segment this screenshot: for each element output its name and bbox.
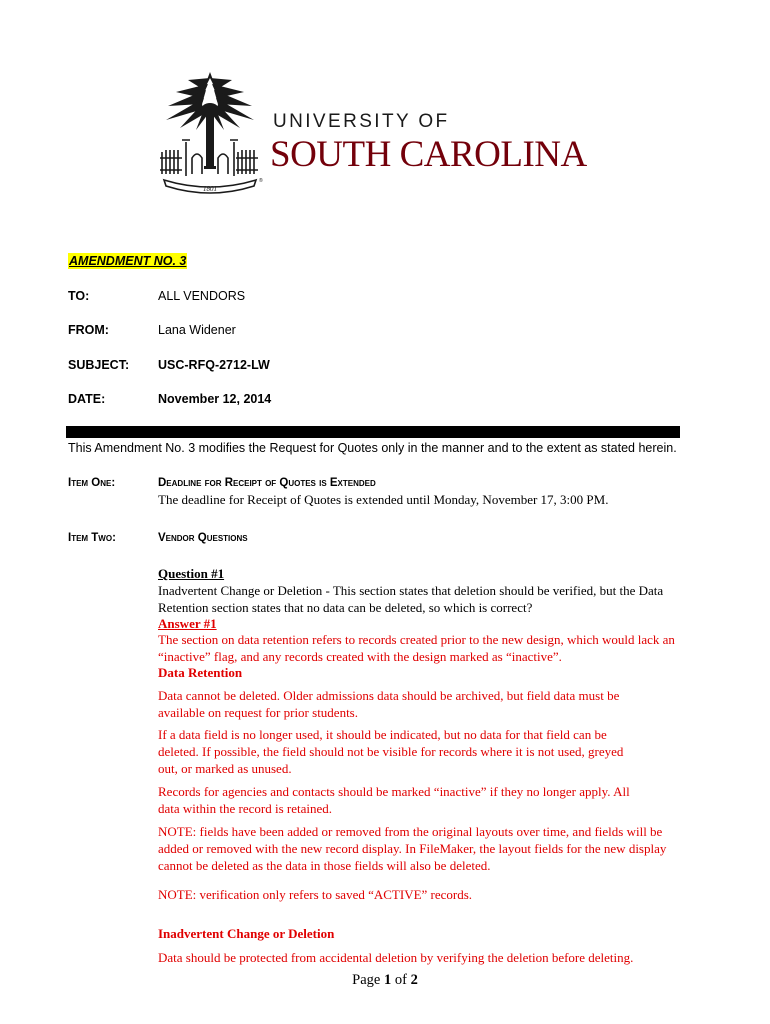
answer-p3-line2: deleted. If possible, the field should not be visible for records where it is not used, greyed (158, 744, 624, 759)
logo-university-of: UNIVERSITY OF (273, 111, 450, 132)
from-value: Lana Widener (158, 323, 236, 337)
answer-p7: Data should be protected from accidental deletion by verifying the deletion before deleting. (158, 950, 634, 965)
answer-p1-line1: The section on data retention refers to records created prior to the new design, which would lack an (158, 632, 675, 647)
seal-year: 1801 (203, 185, 217, 193)
page-footer (0, 972, 770, 989)
question-1-line2: Retention section states that no data can be deleted, so which is correct? (158, 600, 533, 615)
item-two-label: Item Two: (68, 532, 116, 544)
item-one-text: The deadline for Receipt of Quotes is extended until Monday, November 17, 3:00 PM. (158, 492, 609, 507)
answer-p2-line2: available on request for prior students. (158, 705, 358, 720)
answer-1-title: Answer #1 (158, 616, 217, 631)
answer-p3-line1: If a data field is no longer used, it should be indicated, but no data for that field can be (158, 727, 607, 742)
answer-p5-line3: cannot be deleted as the data in those fields will also be deleted. (158, 858, 491, 873)
item-one-label: Item One: (68, 477, 116, 489)
page-total: 2 (410, 972, 418, 988)
answer-p6: NOTE: verification only refers to saved “ACTIVE” records. (158, 887, 473, 902)
answer-p4-line2: data within the record is retained. (158, 801, 332, 816)
from-label: FROM: (68, 323, 109, 337)
to-label: TO: (68, 289, 90, 303)
question-1-title: Question #1 (158, 566, 225, 581)
answer-p3-line3: out, or marked as unused. (158, 761, 292, 776)
item-one-heading: Deadline for Receipt of Quotes is Extended (158, 477, 376, 489)
answer-p4-line1: Records for agencies and contacts should be marked “inactive” if they no longer apply. All (158, 784, 630, 799)
svg-text:®: ® (259, 178, 263, 184)
divider-bar (66, 426, 680, 438)
page-number: 1 (383, 972, 392, 988)
intro-text: This Amendment No. 3 modifies the Request for Quotes only in the manner and to the extent as stated herein. (68, 441, 677, 455)
subject-value: USC-RFQ-2712-LW (158, 358, 270, 372)
date-value: November 12, 2014 (158, 392, 272, 406)
page-word: Page (352, 972, 381, 988)
answer-p5-line2: added or removed with the new record display. In FileMaker, the layout fields for the new display (158, 841, 667, 856)
logo-south-carolina: SOUTH CAROLINA (270, 134, 587, 175)
subject-label: SUBJECT: (68, 358, 130, 372)
data-retention-heading: Data Retention (158, 665, 243, 680)
item-two-heading: Vendor Questions (158, 532, 248, 544)
of-word: of (394, 972, 407, 988)
usc-palmetto-logo (158, 70, 262, 200)
inadvertent-heading: Inadvertent Change or Deletion (158, 926, 335, 941)
answer-p1-line2: “inactive” flag, and any records created with the design marked as “inactive”. (158, 649, 562, 664)
question-1-line1: Inadvertent Change or Deletion - This section states that deletion should be verified, but the Data (158, 583, 664, 598)
to-value: ALL VENDORS (158, 289, 246, 303)
answer-p2-line1: Data cannot be deleted. Older admissions data should be archived, but field data must be (158, 688, 620, 703)
answer-p5-line1: NOTE: fields have been added or removed from the original layouts over time, and fields will be (158, 824, 663, 839)
date-label: DATE: (68, 392, 106, 406)
amendment-title: AMENDMENT NO. 3 (69, 254, 187, 268)
